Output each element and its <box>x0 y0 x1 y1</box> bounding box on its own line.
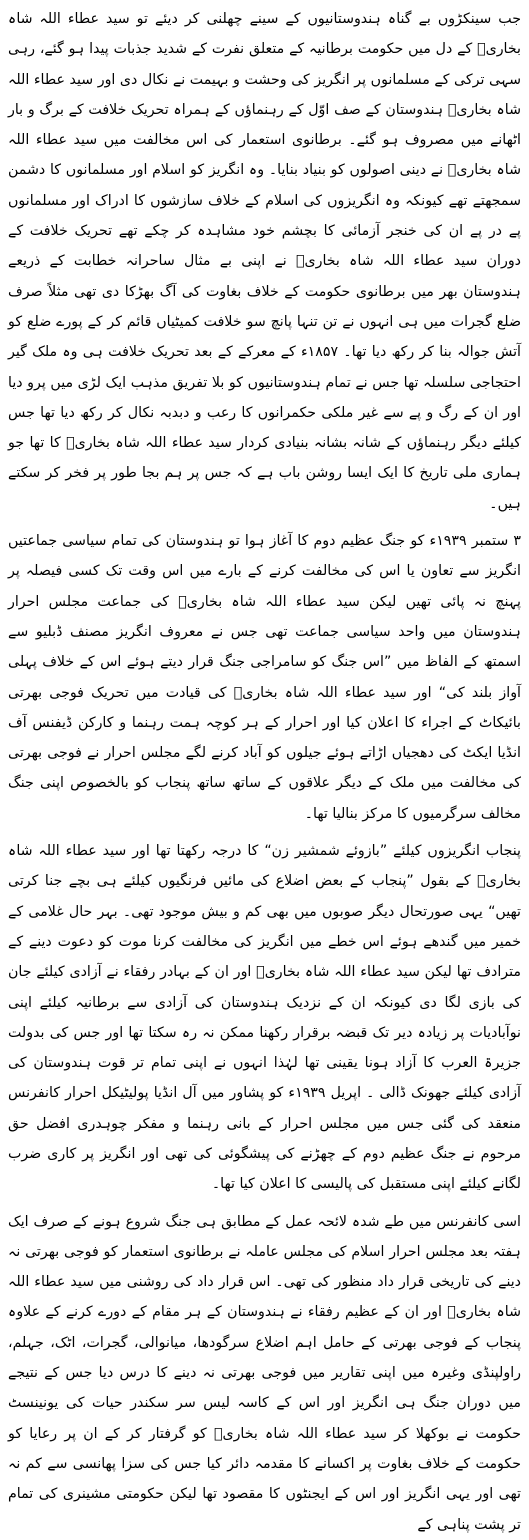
paragraph-conference: اسی کانفرنس میں طے شدہ لائحہ عمل کے مطابق ہی جنگ شروع ہونے کے صرف ایک ہفتہ بعد مجلس احرار اسلام کی مجلس عاملہ نے برطانوی استعمار کو فوجی بھرتی نہ دینے کی تاریخی قرار داد منظور کی تھی۔ اس قرار داد کی روشنی میں سید عطاء اللہ شاہ بخاریؒ اور ان کے عظیم رفقاء نے ہندوستان کے ہر مقام کے دورے کرنے کے علاوہ پنجاب کے فوجی بھرتی کے حامل اہم اضلاع سرگودھا، میانوالی، گجرات، اٹک، جہلم، راولپنڈی وغیرہ میں اپنی تقاریر میں فوجی بھرتی نہ دینے کا درس دیا جس کے نتیجے میں دوران جنگ ہی انگریز اور اس کے کاسہ لیس سر سکندر حیات کی یونینسٹ حکومت نے بوکھلا کر سید عطاء اللہ شاہ بخاریؒ کو گرفتار کر کے ان پر رعایا کو حکومت کے خلاف بغاوت پر اکسانے کا مقدمہ دائر کیا جس کی سزا پھانسی سے کم نہ تھی اور یہی انگریز اور اس کے ایجنٹوں کا مقصود تھا لیکن حکومتی مشینری کی تمام تر پشت پناہی کے <box>8 1213 521 1533</box>
paragraph-khilafat: جب سینکڑوں بے گناہ ہندوستانیوں کے سینے چھلنی کر دیئے تو سید عطاء اللہ شاہ بخاریؒ کے دل میں حکومت برطانیہ کے متعلق نفرت کے شدید جذبات پیدا ہو گئے، رہی سہی ترکی کے مسلمانوں پر انگریز کی وحشت و بہیمت نے نکال دی اور سید عطاء اللہ شاہ بخاریؒ ہندوستان کے صف اوّل کے رہنماؤں کے ہمراہ تحریک خلافت کے برگ و بار اٹھانے میں مصروف ہو گئے۔ برطانوی استعمار کی اس مخالفت میں سید عطاء اللہ شاہ بخاریؒ نے دینی اصولوں کو بنیاد بنایا۔ وہ انگریز کو اسلام اور مسلمانوں کا دشمن سمجھتے تھے کیونکہ وہ انگریزوں کی اسلام کے خلاف سازشوں کا ادراک اور مسلمانوں پے در پے ان کی خنجر آزمائی کا بچشم خود مشاہدہ کر چکے تھے تحریک خلافت کے دوران سید عطاء اللہ شاہ بخاریؒ نے اپنی بے مثال ساحرانہ خطابت کے ذریعے ہندوستان بھر میں برطانوی حکومت کے خلاف بغاوت کی آگ بھڑکا دی تھی مثلاً صرف ضلع گجرات میں ہی انہوں نے تن تنہا پانچ سو خلافت کمیٹیاں قائم کر کے پورے ضلع کو آتش جوالہ بنا کر رکھ دیا تھا۔ ۱۸۵۷ء کے معرکے کے بعد تحریک خلافت ہی وہ ملک گیر احتجاجی سلسلہ تھا جس نے تمام ہندوستانیوں کو بلا تفریق مذہب ایک لڑی میں پرو دیا اور ان کے رگ و پے سے غیر ملکی حکمرانوں کا رعب و دبدبہ نکال کر رکھ دیا تھا جس کیلئے دیگر رہنماؤں کے شانہ بشانہ بنیادی کردار سید عطاء اللہ شاہ بخاریؒ کا تھا جو ہماری ملی تاریخ کا ایک ایسا روشن باب ہے کہ جس پر ہم بجا طور پر فخر کر سکتے ہیں۔ <box>8 11 521 512</box>
paragraph-world-war: ۳ ستمبر ۱۹۳۹ء کو جنگ عظیم دوم کا آغاز ہوا تو ہندوستان کی تمام سیاسی جماعتیں انگریز سے تعاون یا اس کی مخالفت کرنے کے بارے میں اس وقت تک کسی فیصلہ پر پہنچ نہ پائی تھیں لیکن سید عطاء اللہ شاہ بخاریؒ کی جماعت مجلس احرار ہندوستان میں واحد سیاسی جماعت تھی جس نے معروف انگریز مصنف ڈبلیو سے اسمتھ کے الفاظ میں ”اس جنگ کو سامراجی جنگ قرار دیتے ہوئے اس کے خلاف پہلی آواز بلند کی“ اور سید عطاء اللہ شاہ بخاریؒ کی قیادت میں تحریک فوجی بھرتی بائیکاٹ کے اجراء کا اعلان کیا اور احرار کے ہر کوچہ ہمت رہنما و کارکن ڈیفنس آف انڈیا ایکٹ کی دھجیاں اڑاتے ہوئے جیلوں کو آباد کرنے لگے مجلس احرار نے فوجی بھرتی کی مخالفت میں ملک کے دیگر علاقوں کے ساتھ ساتھ پنجاب کو بالخصوص اپنی جنگ مخالف سرگرمیوں کا مرکز بنالیا تھا۔ <box>8 533 522 822</box>
paragraph-punjab: پنجاب انگریزوں کیلئے ”بازوئے شمشیر زن“ کا درجہ رکھتا تھا اور سید عطاء اللہ شاہ بخاریؒ کے بقول ”پنجاب کے بعض اضلاع کی مائیں فرنگیوں کیلئے ہی بچے جنا کرتی تھیں“ یہی صورتحال دیگر صوبوں میں بھی کم و بیش موجود تھی۔ بہر حال غلامی کے خمیر میں گندھے ہوئے اس خطے میں انگریز کی مخالفت کرنا موت کو دعوت دینے کے مترادف تھا لیکن سید عطاء اللہ شاہ بخاریؒ اور ان کے بہادر رفقاء نے آزادی کیلئے جان کی بازی لگا دی کیونکہ ان کے نزدیک ہندوستان کی آزادی سے برطانیہ کیلئے اپنی نوآبادیات پر زیادہ دیر تک قبضہ برقرار رکھنا ممکن نہ رہ سکتا تھا اور جس کی بدولت جزیرۃ العرب کا آزاد ہونا یقینی تھا لہٰذا انہوں نے اپنی تمام تر قوت ہندوستان کی آزادی کیلئے جھونک ڈالی ۔ اپریل ۱۹۳۹ء کو پشاور میں آل انڈیا پولیٹیکل احرار کانفرنس منعقد کی گئی جس میں مجلس احرار کے بانی رہنما و مفکر چوہدری افضل حق مرحوم نے جنگ عظیم دوم کے چھڑنے کی پیشگوئی کی تھی اور انگریز پر کاری ضرب لگانے کیلئے اپنی مستقبل کی پالیسی کا اعلان کیا تھا۔ <box>8 843 521 1193</box>
